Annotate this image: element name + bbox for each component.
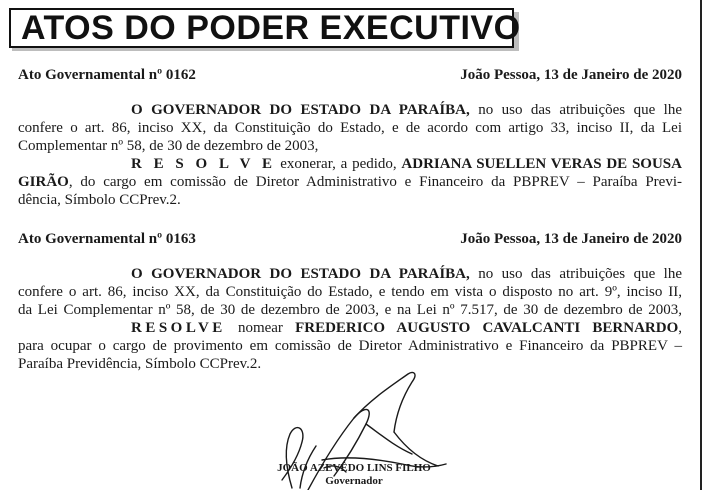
governor-title: O GOVERNADOR DO ESTADO DA PARAÍBA, bbox=[131, 102, 470, 118]
act-0162-line-3: Complementar nº 58, de 30 de dezembro de 2003, bbox=[18, 138, 319, 154]
section-title: ATOS DO PODER EXECUTIVO bbox=[21, 9, 521, 47]
signer-role: Governador bbox=[325, 475, 383, 487]
body-text: , do cargo em comissão de Diretor Administrativo e Financeiro da PBPREV – Paraíba Previ- bbox=[68, 174, 682, 190]
body-text: nomear bbox=[225, 320, 296, 336]
person-name: ADRIANA SUELLEN VERAS DE SOUSA bbox=[401, 156, 682, 172]
person-name: FREDERICO AUGUSTO CAVALCANTI BERNARDO bbox=[295, 320, 679, 336]
resolve-word: RESOLVE bbox=[131, 320, 226, 336]
act-0163-line-5: para ocupar o cargo de provimento em comissão de Diretor Administrativo e Financeiro da PBPREV – bbox=[18, 338, 682, 354]
act-date: João Pessoa, 13 de Janeiro de 2020 bbox=[460, 67, 682, 83]
act-0163-line-2: confere o art. 86, inciso XX, da Constituição do Estado, e tendo em vista o disposto no art. 9º, inciso II, bbox=[18, 284, 682, 300]
act-0162-line-6: dência, Símbolo CCPrev.2. bbox=[18, 192, 181, 208]
column-rule bbox=[700, 0, 702, 490]
section-banner bbox=[9, 8, 519, 51]
body-text: exonerar, a pedido, bbox=[275, 156, 402, 172]
act-0163-line-6: Paraíba Previdência, Símbolo CCPrev.2. bbox=[18, 356, 262, 372]
act-0163-line-1 bbox=[131, 265, 682, 283]
act-0163-line-4 bbox=[131, 319, 682, 337]
act-0162-line-2: confere o art. 86, inciso XX, da Constituição do Estado, e de acordo com artigo 33, inciso II, da Lei bbox=[18, 120, 682, 136]
act-0162-line-5 bbox=[18, 173, 682, 191]
body-text: no uso das atribuições que lhe bbox=[469, 266, 682, 282]
act-date: João Pessoa, 13 de Janeiro de 2020 bbox=[460, 231, 682, 247]
signer-name: JOÃO AZEVÊDO LINS FILHO bbox=[277, 462, 431, 474]
punctuation: , bbox=[678, 320, 682, 336]
act-number: Ato Governamental nº 0162 bbox=[18, 67, 196, 83]
body-text: no uso das atribuições que lhe bbox=[469, 102, 682, 118]
act-0162-line-1 bbox=[131, 101, 682, 119]
act-number: Ato Governamental nº 0163 bbox=[18, 231, 196, 247]
act-0162-line-4 bbox=[131, 155, 682, 173]
person-name-cont: GIRÃO bbox=[18, 174, 69, 190]
act-0163-line-3: da Lei Complementar nº 58, de 30 de dezembro de 2003, e na Lei nº 7.517, de 30 de dezembro de 2003, bbox=[18, 302, 682, 318]
governor-title: O GOVERNADOR DO ESTADO DA PARAÍBA, bbox=[131, 266, 470, 282]
resolve-word: R E S O L V E bbox=[131, 156, 276, 172]
